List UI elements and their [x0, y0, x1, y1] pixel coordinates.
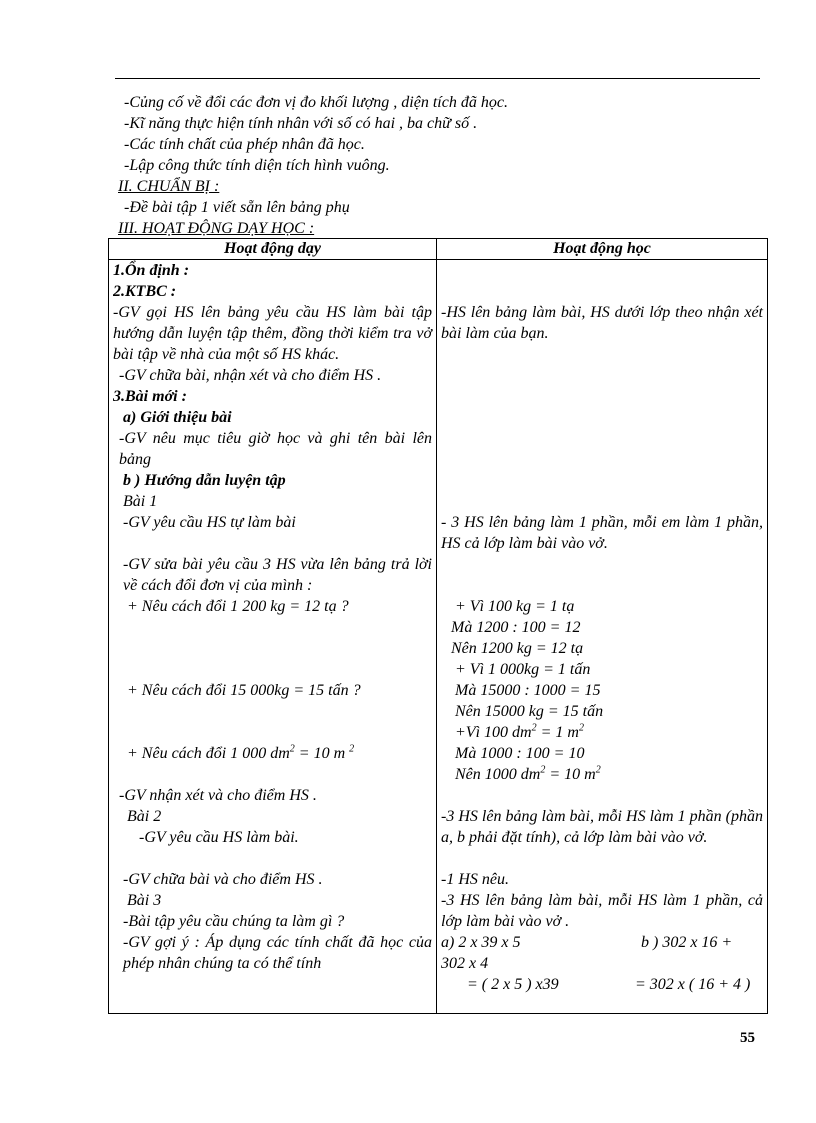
- answer-line-9: Nên 1000 $dm^2 = 10$ $m^2$: [455, 764, 601, 783]
- teacher-review-instruction: -GV gọi HS lên bảng yêu cầu HS làm bài tập hướng dẫn luyện tập thêm, đồng thời kiểm tra vở bài tập về nhà của một số HS khác.: [113, 304, 432, 363]
- answer-line-7: +Vì 100 $dm^2 = 1$ $m^2$: [455, 722, 584, 741]
- header-rule: [115, 78, 760, 79]
- teacher-grading-note: -GV chữa bài, nhận xét và cho điểm HS .: [119, 367, 382, 384]
- student-exercise-1-response: - 3 HS lên bảng làm 1 phần, mỗi em làm 1 phần, HS cả lớp làm bài vào vở.: [441, 514, 763, 552]
- answer-line-4: + Vì 1 000kg = 1 tấn: [455, 661, 591, 678]
- activity-table: [108, 238, 768, 1014]
- question-conversion-kg-ta: + Nêu cách đổi 1 200 kg = 12 tạ ?: [127, 598, 349, 615]
- objective-line-4: -Lập công thức tính diện tích hình vuông.: [124, 157, 390, 174]
- student-review-response: -HS lên bảng làm bài, HS dưới lớp theo nhận xét bài làm của bạn.: [441, 304, 763, 342]
- answer-line-5: Mà 15000 : 1000 = 15: [455, 682, 601, 699]
- step-review: 2.KTBC :: [113, 283, 177, 300]
- step-stabilize: 1.Ổn định :: [113, 262, 190, 279]
- exercise-2-label: Bài 2: [127, 808, 162, 825]
- student-exercise-3-response: -3 HS lên bảng làm bài, mỗi HS làm 1 phần, cả lớp làm bài vào vở .: [441, 892, 763, 930]
- objective-line-1: -Củng cố về đổi các đơn vị đo khối lượng , diện tích đã học.: [124, 94, 508, 111]
- exercise-3-question: -Bài tập yêu cầu chúng ta làm gì ?: [123, 913, 345, 930]
- answer-line-6: Nên 15000 kg = 15 tấn: [455, 703, 604, 720]
- exercise-1-label: Bài 1: [123, 493, 158, 510]
- answer-line-3: Nên 1200 kg = 12 tạ: [451, 640, 584, 657]
- preparation-item: -Đề bài tập 1 viết sẵn lên bảng phụ: [124, 199, 350, 216]
- lesson-goal-instruction: -GV nêu mục tiêu giờ học và ghi tên bài lên bảng: [119, 430, 432, 468]
- teacher-activity-column: [109, 260, 437, 1014]
- exercise-1-instruction: -GV yêu cầu HS tự làm bài: [123, 514, 296, 531]
- student-answer-one-states: -1 HS nêu.: [441, 871, 509, 888]
- answer-line-8: Mà 1000 : 100 = 10: [455, 745, 585, 762]
- calc-line-2: 302 x 4: [441, 955, 489, 972]
- student-exercise-2-response: -3 HS lên bảng làm bài, mỗi HS làm 1 phần (phần a, b phải đặt tính), cả lớp làm bài vào vở.: [441, 808, 763, 846]
- objective-line-2: -Kĩ năng thực hiện tính nhân với số có hai , ba chữ số .: [124, 115, 478, 132]
- section-2-heading: II. CHUẨN BỊ :: [118, 178, 220, 195]
- practice-heading: b ) Hướng dẫn luyện tập: [123, 472, 286, 489]
- objective-line-3: -Các tính chất của phép nhân đã học.: [124, 136, 365, 153]
- section-3-heading: III. HOẠT ĐỘNG DẠY HỌC :: [118, 220, 315, 237]
- calc-line-1: a) 2 x 39 x 5 b ) 302 x 16 +: [441, 934, 733, 951]
- question-conversion-dm2-m2: + Nêu cách đổi 1 000 $dm^2 = 10$ m $^2$: [127, 743, 355, 762]
- teacher-feedback-ex2: -GV chữa bài và cho điểm HS .: [123, 871, 323, 888]
- student-activity-header: Hoạt động học: [437, 239, 768, 260]
- question-conversion-kg-tan: + Nêu cách đổi 15 000kg = 15 tấn ?: [127, 682, 361, 699]
- lesson-objectives: [118, 92, 766, 239]
- student-activity-column: [437, 260, 768, 1014]
- teacher-activity-header: Hoạt động dạy: [109, 239, 437, 260]
- intro-lesson-heading: a) Giới thiệu bài: [123, 409, 232, 426]
- answer-line-2: Mà 1200 : 100 = 12: [451, 619, 581, 636]
- exercise-3-hint: -GV gợi ý : Áp dụng các tính chất đã học của phép nhân chúng ta có thể tính: [123, 934, 432, 972]
- exercise-1-review: -GV sửa bài yêu cầu 3 HS vừa lên bảng trả lời về cách đổi đơn vị của mình :: [123, 556, 432, 594]
- teacher-feedback-ex1: -GV nhận xét và cho điểm HS .: [119, 787, 317, 804]
- exercise-3-label: Bài 3: [127, 892, 162, 909]
- page-number: 55: [740, 1030, 755, 1046]
- step-new-lesson: 3.Bài mới :: [113, 388, 187, 405]
- exercise-2-instruction: -GV yêu cầu HS làm bài.: [139, 829, 299, 846]
- answer-line-1: + Vì 100 kg = 1 tạ: [455, 598, 575, 615]
- calc-line-3: = ( 2 x 5 ) x39 = 302 x ( 16 + 4 ): [467, 976, 751, 993]
